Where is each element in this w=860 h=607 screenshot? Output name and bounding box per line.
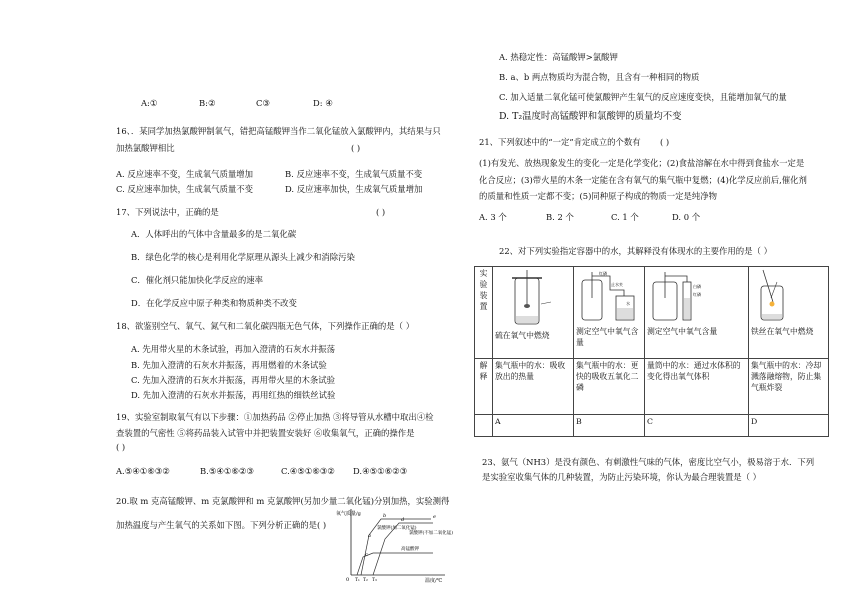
q17-option-c: C．催化剂只能加快化学反应的速率 [131, 275, 264, 285]
q17-option-b: B．绿色化学的核心是利用化学原理从源头上减少和消除污染 [131, 252, 355, 262]
q19-stem-line2: 查装置的气密性 ⑤将药品装入试管中并把装置安装好 ⑥收集氧气，正确的操作是 [116, 428, 415, 438]
q18-stem: 18、欲鉴别空气、氧气、氮气和二氧化碳四瓶无色气体，下列操作正确的是（ ） [116, 321, 415, 331]
q22-letter-a: A [493, 415, 574, 437]
q23-line2: 是实验室收集气体的几种装置，为防止污染环境，你认为最合理装置是（ ） [482, 472, 762, 482]
q22-caption-a: 硫在氧气中燃烧 [495, 331, 550, 340]
q18-option-a: A. 先用带火星的木条试验，再加入澄清的石灰水并振荡 [131, 344, 335, 354]
q19-stem-line1: 19、实验室制取氧气有以下步骤：①加热药品 ②停止加热 ③将导管从水槽中取出④检 [116, 412, 434, 422]
q19-option-a: A.⑤④①⑥③② [116, 466, 170, 476]
q20-graph [333, 505, 453, 583]
q16-stem-line1: 16、．某同学加热氯酸钾制氧气，错把高锰酸钾当作二氧化锰放入氯酸钾内，其结果与只 [116, 126, 441, 136]
q20-stem-line1: 20.取 m 克高锰酸钾、m 克氯酸钾和 m 克氯酸钾(另加少量二氧化锰)分别加热，实验测得 [116, 496, 450, 506]
q22-caption-d: 铁丝在氧气中燃烧 [751, 327, 814, 336]
q22-row-apparatus [475, 267, 829, 359]
q22-explanation-d: 集气瓶中的水：冷却溅落融熔物，防止集气瓶炸裂 [749, 359, 829, 415]
q21-body-line1: (1)有发光、放热现象发生的变化一定是化学变化；(2)食盐溶解在水中得到食盐水一定是 [479, 158, 805, 168]
q15-option-a: A:① [141, 98, 158, 108]
svg-text:红磷: 红磷 [693, 292, 701, 297]
svg-text:白磷: 白磷 [693, 284, 701, 289]
q22-explanation-a: 集气瓶中的水：吸收放出的热量 [493, 359, 574, 415]
tick-t1: T₁ [355, 578, 360, 583]
svg-text:止水夹: 止水夹 [611, 282, 623, 287]
q22-row-label-explanation: 解释 [475, 359, 493, 415]
q21-body-line3: 的质量和性质一定都不变；(5)同种原子构成的物质一定是纯净物 [479, 191, 717, 201]
q21-stem: 21、下列叙述中的“一定”肯定成立的个数有 [479, 137, 641, 147]
q15-option-b: B:② [199, 98, 216, 108]
q16-stem-line2: 加热氯酸钾相比 [116, 143, 175, 153]
q22-row-label-apparatus: 实验装置 [475, 267, 493, 359]
q20-option-b: B. a、b 两点物质均为混合物，且含有一种相同的物质 [499, 72, 700, 82]
q22-cell-d [749, 267, 829, 359]
graph-origin: 0 [346, 577, 350, 583]
point-c: c [365, 552, 368, 558]
q19-option-c: C.④⑤①⑥③② [281, 466, 335, 476]
q22-explanation-b: 集气瓶中的水：更快的吸收五氧化二磷 [574, 359, 645, 415]
svg-text:水: 水 [626, 301, 630, 306]
q22-caption-b: 测定空气中氧气含量 [576, 327, 639, 347]
apparatus-iron-wire-icon [751, 268, 811, 326]
q16-option-b: B. 反应速率不变，生成氧气质量不变 [285, 169, 423, 179]
apparatus-sulfur-icon [495, 268, 565, 330]
q20-option-c: C. 加入适量二氧化锰可使氯酸钾产生氧气的反应速度变快，且能增加氧气的量 [499, 92, 787, 102]
curve-label-kclo3-mno2: 氯酸钾(加二氧化锰) [377, 526, 417, 531]
curve-label-kclo3-plain: 氯酸钾(不加二氧化锰) [409, 531, 453, 536]
q15-option-d: D: ④ [313, 98, 333, 108]
q16-paren: ( ) [351, 143, 361, 153]
svg-text:红磷: 红磷 [599, 271, 607, 276]
q22-stem: 22、对下列实验指定容器中的水，其解释没有体现水的主要作用的是（ ） [499, 246, 772, 256]
q18-option-c: C. 先加入澄清的石灰水并振荡，再用带火星的木条试验 [131, 375, 336, 385]
q22-row-explanation [475, 359, 829, 415]
q17-option-a: A．人体呼出的气体中含量最多的是二氧化碳 [131, 229, 297, 239]
q20-stem-line2: 加热温度与产生氧气的关系如下图。下列分析正确的是( ) [116, 520, 327, 530]
q16-option-c: C. 反应速率加快，生成氧气质量不变 [116, 184, 254, 194]
q21-body-line2: 化合反应；(3)带火星的木条一定能在含有氧气的集气瓶中复燃；(4)化学反应前后,催化剂 [479, 175, 807, 185]
q19-paren: ( ) [116, 442, 126, 452]
point-e: e [433, 514, 436, 520]
q19-option-d: D.④⑤①⑥②③ [353, 466, 408, 476]
point-d: d [401, 517, 405, 523]
q20-option-d: D. T₂温度时高锰酸钾和氯酸钾的质量均不变 [499, 111, 682, 122]
q18-option-b: B. 先加入澄清的石灰水并振荡，再用燃着的木条试验 [131, 360, 327, 370]
q22-letter-b: B [574, 415, 645, 437]
apparatus-white-phosphorus-icon [647, 268, 719, 326]
q19-option-b: B.⑤④①⑥②③ [200, 466, 254, 476]
point-a: a [368, 533, 371, 539]
q22-row-letters [475, 415, 829, 437]
q21-option-b: B. 2 个 [546, 212, 574, 222]
q16-option-d: D. 反应速率加快，生成氧气质量增加 [285, 184, 423, 194]
q22-caption-c: 测定空气中氧气含量 [647, 327, 718, 336]
tick-t3: T₃ [372, 578, 377, 583]
q17-option-d: D．在化学反应中原子种类和物质种类不改变 [131, 298, 297, 308]
q20-option-a: A. 热稳定性：高锰酸钾>氯酸钾 [499, 52, 618, 62]
apparatus-red-phosphorus-icon [576, 268, 640, 326]
q17-stem: 17、下列说法中，正确的是 [116, 207, 219, 217]
curve-label-kmno4: 高锰酸钾 [401, 547, 419, 552]
q21-option-d: D. 0 个 [672, 212, 701, 222]
q17-paren: ( ) [376, 207, 386, 217]
q23-line1: 23、氨气（NH3）是没有颜色、有刺激性气味的气体，密度比空气小，极易溶于水．下列 [482, 457, 815, 467]
q22-cell-a [493, 267, 574, 359]
q22-letter-d: D [749, 415, 829, 437]
q21-option-a: A. 3 个 [479, 212, 507, 222]
curve-kmno4 [357, 553, 433, 575]
q18-option-d: D. 先加入澄清的石灰水并振荡，再用红热的细铁丝试验 [131, 390, 336, 400]
q16-option-a: A. 反应速率不变，生成氧气质量增加 [116, 169, 253, 179]
graph-ylabel: 氧气质量/g [336, 511, 361, 517]
q22-cell-b [574, 267, 645, 359]
graph-xlabel: 温度/℃ [425, 578, 443, 583]
q22-explanation-c: 量筒中的水：通过水体积的变化得出氧气体积 [645, 359, 749, 415]
q15-option-c: C③ [256, 98, 270, 108]
q21-paren: ( ) [660, 137, 670, 147]
q22-table [474, 266, 829, 437]
q22-letter-c: C [645, 415, 749, 437]
q21-option-c: C. 1 个 [611, 212, 639, 222]
point-b: b [383, 513, 387, 519]
tick-t2: T₂ [363, 578, 368, 583]
q22-cell-c [645, 267, 749, 359]
